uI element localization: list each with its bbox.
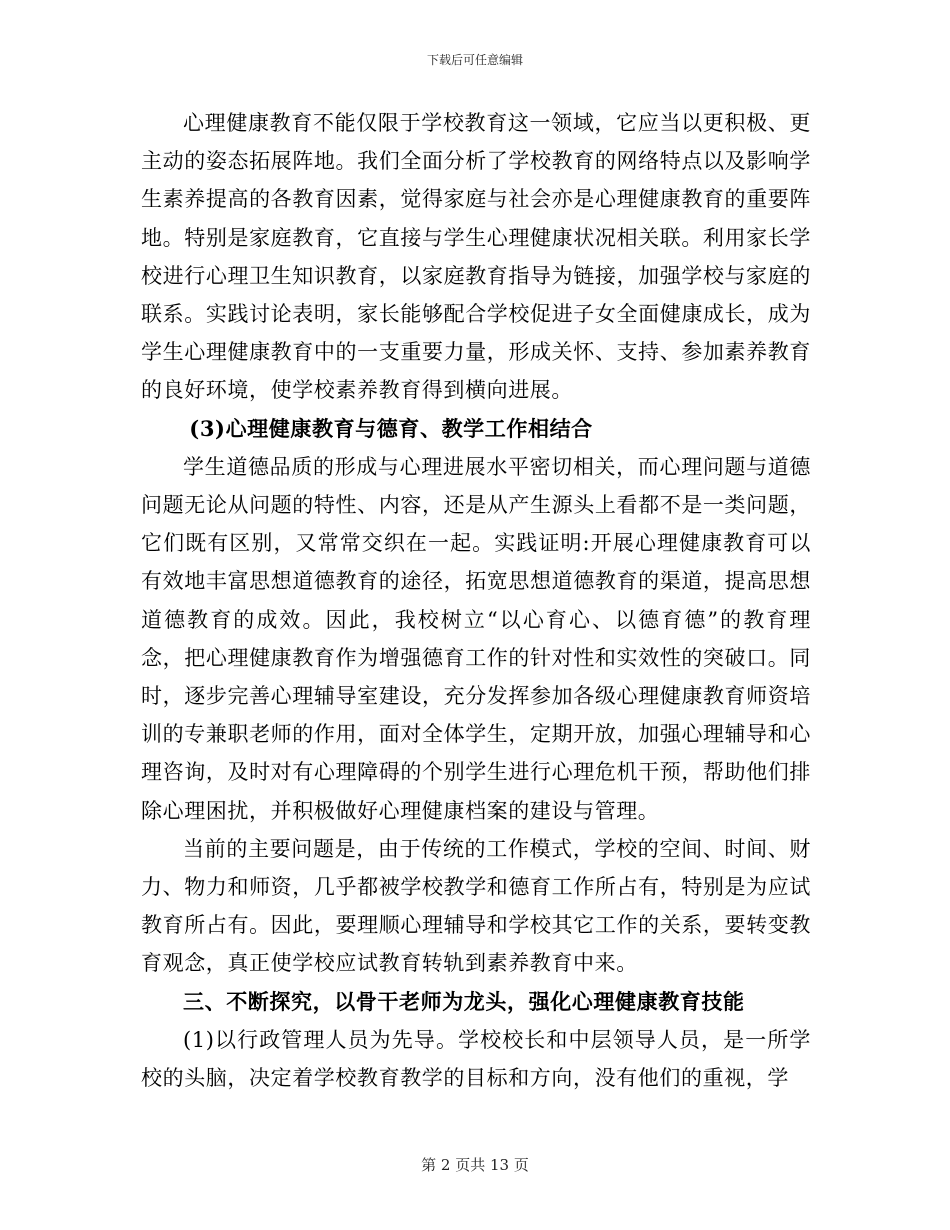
paragraph-family-society: 心理健康教育不能仅限于学校教育这一领域，它应当以更积极、更主动的姿态拓展阵地。我们全面分析了学校教育的网络特点以及影响学生素养提高的各教育因素，觉得家庭与社会亦是心理健康教育的重要阵地。特别是家庭教育，它直接与学生心理健康状况相关联。利用家长学校进行心理卫生知识教育，以家庭教育指导为链接，加强学校与家庭的联系。实践讨论表明，家长能够配合学校促进子女全面健康成长，成为学生心理健康教育中的一支重要力量，形成关怀、支持、参加素养教育的良好环境，使学校素养教育得到横向进展。 [141, 111, 811, 403]
paragraph-administration: (1)以行政管理人员为先导。学校校长和中层领导人员，是一所学校的头脑，决定着学校教育教学的目标和方向，没有他们的重视，学 [141, 1027, 811, 1091]
document-body [141, 104, 811, 1097]
paragraph-current-problems: 当前的主要问题是，由于传统的工作模式，学校的空间、时间、财力、物力和师资，几乎都被学校教学和德育工作所占有，特别是为应试教育所占有。因此，要理顺心理辅导和学校其它工作的关系，要转变教育观念，真正使学校应试教育转轨到素养教育中来。 [141, 836, 811, 976]
page-footer: 第 2 页共 13 页 [421, 1156, 529, 1174]
paragraph-moral-psychology: 学生道德品质的形成与心理进展水平密切相关，而心理问题与道德问题无论从问题的特性、内容，还是从产生源头上看都不是一类问题，它们既有区别，又常常交织在一起。实践证明:开展心理健康教育可以有效地丰富思想道德教育的途径，拓宽思想道德教育的渠道，提高思想道德教育的成效。因此，我校树立“以心育心、以德育德”的教育理念，把心理健康教育作为增强德育工作的针对性和实效性的突破口。同时，逐步完善心理辅导室建设，充分发挥参加各级心理健康教育师资培训的专兼职老师的作用，面对全体学生，定期开放，加强心理辅导和心理咨询，及时对有心理障碍的个别学生进行心理危机干预，帮助他们排除心理困扰，并积极做好心理健康档案的建设与管理。 [141, 454, 811, 823]
section-heading-three: 三、不断探究，以骨干老师为龙头，强化心理健康教育技能 [183, 988, 745, 1014]
page-header: 下载后可任意编辑 [426, 53, 523, 67]
section-heading-moral-education: (3)心理健康教育与德育、教学工作相结合 [189, 415, 593, 441]
